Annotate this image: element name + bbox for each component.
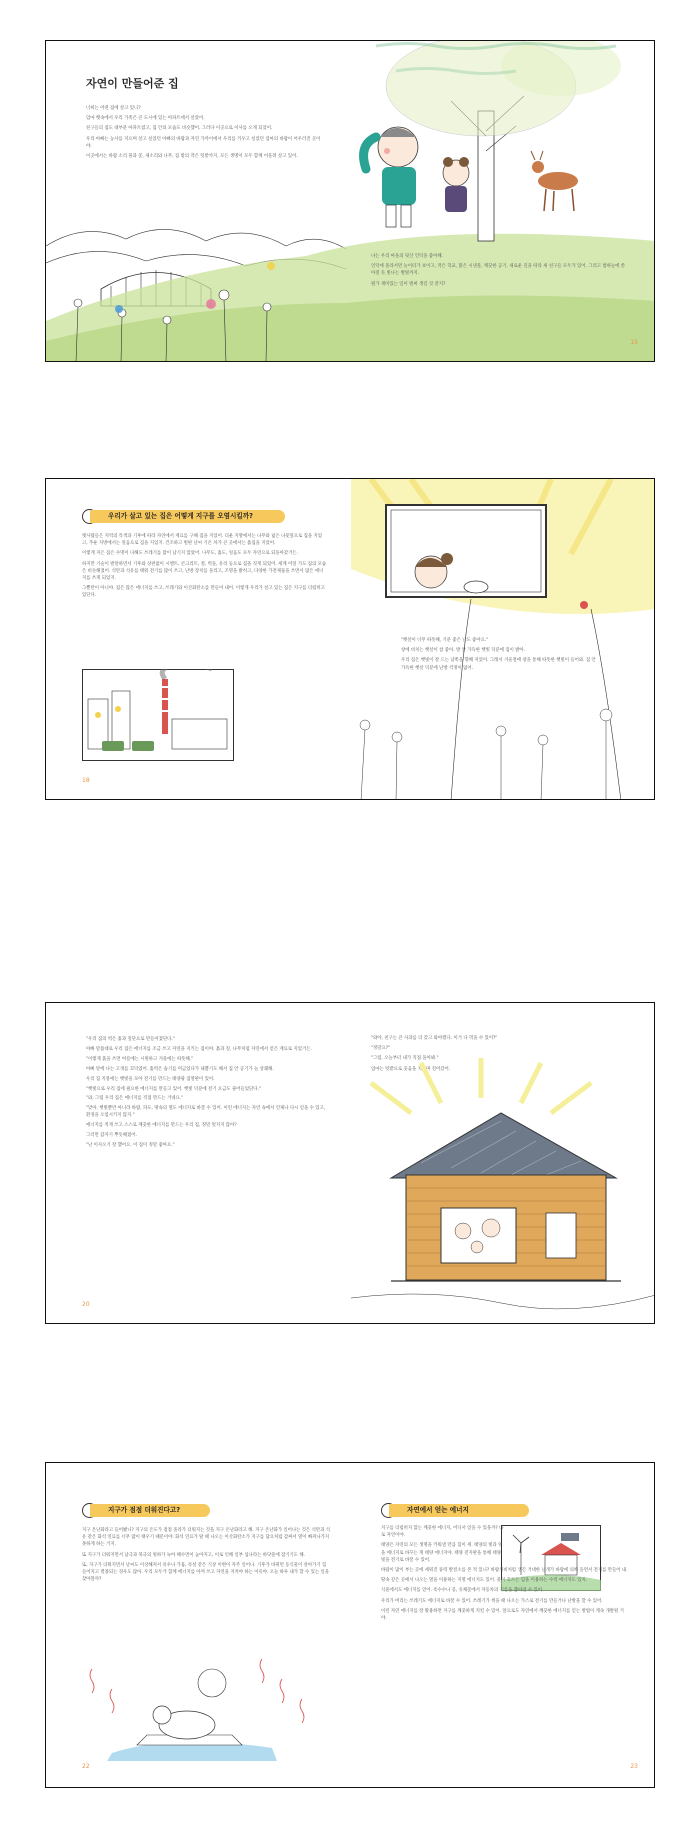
paragraph: "햇살이 너무 따뜻해, 기분 좋은 날도 좋아요." xyxy=(401,638,489,643)
paragraph: 또, 지구가 더워지면서 날씨도 이상해져서 폭우나 가뭄, 폭설 같은 기상 이변이 자주 일어나. 기후가 바뀌면 동식물이 살아가기 힘들어지고 멸종되는 경우도 많아. 우리 모두가 함께 에너지를 아껴 쓰고 자연을 지켜야 하는 이유야. 오늘 하루 내가 할 수 있는 일을 찾아볼까? xyxy=(82,1562,330,1583)
paragraph: "우리 집의 벽은 흙과 짚단으로 만들어졌단다." xyxy=(86,1037,175,1042)
paragraph: 이렇게 지은 집은 수명이 다해도 쓰레기를 많이 남기지 않았어. 나무도, 흙도, 얼음도 모두 자연으로 되돌아갔거든. xyxy=(82,551,298,557)
paragraph: 에너지를 적게 쓰고 스스로 깨끗한 에너지를 만드는 우리 집, 정말 멋지지 않아? xyxy=(86,1123,237,1129)
paragraph: 땅속 깊은 곳에서 나오는 열을 이용하는 지열 에너지도 있어. 물이 흐르는 힘을 이용하는 수력 에너지도 있지. xyxy=(381,1578,588,1584)
page-21 xyxy=(351,1003,655,1323)
paragraph: 창에 비치는 햇살이 참 좋아. 방 안 가득한 햇빛 덕분에 집이 밝아. xyxy=(401,648,526,654)
paragraph: "그럼, 오늘부터 내가 직접 돌아봐." xyxy=(371,1056,439,1062)
question-title-bar: 자연에서 얻는 에너지 xyxy=(389,1504,529,1517)
paragraph: 엄마 뱃속에서 우리 가족은 큰 도시에 있는 아파트에서 살았어. xyxy=(86,116,205,122)
page-number: 23 xyxy=(630,1763,638,1770)
paragraph: 아빠 말씀대로 우리 집은 에너지를 조금 쓰고 자연을 지키는 집이야. 흙과 짚, 나무처럼 자연에서 얻은 재료로 지었거든. xyxy=(86,1046,312,1052)
question-title-bar: 우리가 살고 있는 집은 어떻게 지구를 오염시킬까? xyxy=(90,510,285,523)
family-window xyxy=(441,1208,516,1263)
spread-1 xyxy=(45,40,655,362)
body-text xyxy=(381,1525,629,1625)
body-text xyxy=(371,253,629,291)
paragraph: 그러면 갑자기 뿌듯해졌어. xyxy=(86,1133,137,1139)
paragraph: "난 이사오기 잘 했어요. 이 집이 정말 좋아요." xyxy=(86,1142,175,1148)
body-text xyxy=(86,1037,326,1153)
page-19 xyxy=(351,479,655,799)
paragraph: 언덕에 올라서면 놀이터가 보이고, 작은 학교, 맑은 시냇물, 깨끗한 공기, 새로운 길을 따라 새 친구들 모두가 있어. 그리고 밤하늘에 쏟아질 듯 빛나는 별빛까지. xyxy=(371,264,626,277)
page-number: 20 xyxy=(82,1301,90,1308)
paragraph: 아빠 말에 나는 고개를 끄덕였어. 흙벽은 습기를 머금었다가 내뿜기도 해서 집 안 공기가 늘 상쾌해. xyxy=(86,1066,274,1072)
paragraph: 그뿐만이 아니야. 집은 많은 에너지를 쓰고, 쓰레기와 이산화탄소를 만들어 내어. 이렇게 우리가 살고 있는 집은 지구를 더럽히고 있단다. xyxy=(82,586,325,599)
paragraph: "정말요?" xyxy=(371,1046,391,1052)
paragraph: 옛사람들은 지역의 특색과 기후에 따라 자연에서 재료를 구해 집을 지었어. 더운 지방에서는 나무와 넓은 나뭇잎으로 집을 지었고, 추운 지방에서는 얼음으로 집을 지었지. 건조하고 벌판 날씨 기온 차가 큰 곳에서는 흙집을 지었어. xyxy=(82,534,323,547)
paragraph: 태양은 자연의 모든 생명을 키워낼 만큼 힘이 세. 태양의 빛과 열을 에너지로 바꾸는 게 태양 에너지야. 태양 전지판을 통해 태양 빛을 전기로 바꿀 수 있어. xyxy=(381,1543,503,1563)
page-title: 자연이 만들어준 집 xyxy=(86,77,179,90)
page-15 xyxy=(351,41,655,361)
paragraph: 지구를 더럽히지 않는 깨끗한 에너지, 어디서 얻을 수 있을까? 바로 자연이야. xyxy=(381,1526,504,1539)
spread-2 xyxy=(45,478,655,800)
solar-house-illustration xyxy=(351,1003,655,1323)
paragraph: 뭔가 재미있는 일이 벌써 생길 것 같지? xyxy=(371,281,446,287)
polar-bear-illustration xyxy=(82,1653,322,1761)
page-22 xyxy=(46,1463,351,1787)
paragraph: 이곳에서는 바람 소리 풀과 꽃, 새소리와 나무, 집 밖의 작은 텃밭까지, 모든 생명이 모두 함께 어울려 살고 있어. xyxy=(86,154,298,160)
body-text xyxy=(82,533,327,603)
paragraph: 너희는 어떤 집에 살고 있니? xyxy=(86,106,141,111)
solar-roof xyxy=(391,1113,616,1178)
paragraph: 엄마는 텃밭으로 웃음을 지으며 걸어갔어. xyxy=(371,1066,451,1072)
paragraph: "와아, 친구는 큰 사과를 더 갖고 와야겠다. 이거 다 먹을 수 있어?" xyxy=(371,1036,498,1041)
paragraph: 바람이 많이 부는 곳에 세워진 풍력 발전소를 본 적 있니? 바람개비처럼 생긴 거대한 날개가 바람에 의해 돌면서 전기를 만들어 내. xyxy=(381,1568,628,1574)
factory-illustration xyxy=(82,669,234,761)
paragraph: "이렇게 흙을 쓰면 여름에는 시원하고 겨울에는 따뜻해." xyxy=(86,1056,194,1062)
paragraph: 지구 온난화라고 들어봤니? 지구의 온도가 점점 올라가 더워지는 것을 지구 온난화라고 해. 지구 온난화가 일어나는 것은 석탄과 석유 같은 화석 연료를 너무 많이 태우기 때문이야. 화석 연료가 탈 때 나오는 이산화탄소가 지구를 담요처럼 감싸서 열이 빠져나가지 못하게 하는 거지. xyxy=(82,1528,331,1548)
page-number: 18 xyxy=(82,777,90,784)
body-text xyxy=(82,1527,330,1586)
paragraph: 또 지구가 더워지면서 남극과 북극의 빙하가 녹아 해수면이 높아지고, 이로 인해 일부 섬나라는 바닷물에 잠기기도 해. xyxy=(82,1552,306,1558)
paragraph: 우리 집은 햇빛이 잘 드는 남쪽을 향해 지었어. 그래서 겨울철에 창을 통해 따뜻한 햇빛이 들어와. 집 안 가득한 햇살 덕분에 난방 걱정이 없어. xyxy=(401,658,596,671)
paragraph: 식물에서도 에너지를 얻어. 옥수수나 콩, 유채꽃에서 자동차의 기름을 뽑아낼 수 있어. xyxy=(381,1588,544,1594)
page-18 xyxy=(46,479,351,799)
spread-4 xyxy=(45,1462,655,1788)
page-23 xyxy=(351,1463,655,1787)
paragraph: 나는 우리 마을의 뒷산 언덕을 좋아해. xyxy=(371,254,443,259)
paragraph: "햇빛으로 우리 집에 필요한 에너지를 만들고 있어. 햇빛 덕분에 전기 요금도 줄어들었단다." xyxy=(86,1086,261,1092)
paragraph: "와, 그럼 우리 집은 에너지를 직접 만드는 거네요." xyxy=(86,1096,184,1102)
question-title-bar: 지구가 점점 더워진다고? xyxy=(90,1504,210,1517)
paragraph: 하지만 기술이 발달하면서 기후와 상관없이 시멘트, 콘크리트, 철, 벽돌, 유리 등으로 집을 짓게 되었어. 세계 어딜 가도 집의 모습은 비슷해졌어. 석탄과 석유를 태워 전기를 많이 쓰고, 난방 장치를 돌리고, 조명을 밝히고, 다양한 가전제품을 쓰면서 많은 에너지를 쓰게 되었지. xyxy=(82,561,327,582)
paragraph: 친구들의 집도 대부분 아파트였고, 집 안의 모습도 비슷했어. 그러다 이곳으로 이사를 오게 되었어. xyxy=(86,126,273,132)
body-text xyxy=(401,637,601,675)
paragraph: 우리 집 지붕에는 햇빛을 모아 전기를 만드는 태양광 집열판이 있어. xyxy=(86,1076,215,1082)
sun xyxy=(198,1669,226,1697)
paragraph: 이런 자연 에너지를 잘 활용하면 지구를 깨끗하게 지킬 수 있어. 앞으로도 자연에서 깨끗한 에너지를 얻는 방법이 계속 개발될 거야. xyxy=(381,1608,624,1622)
dog xyxy=(464,581,488,593)
page-number: 15 xyxy=(630,339,638,346)
page-number: 22 xyxy=(82,1763,90,1770)
paragraph: 우리 아빠는 농사를 지으며 살고 싶었던 아빠의 바람과 자연 가까이에서 우리를 키우고 싶었던 엄마의 바람이 어우러진 곳이야. xyxy=(86,136,321,149)
window-frame xyxy=(386,505,546,597)
paragraph: 우리가 버리는 쓰레기도 에너지로 바꿀 수 있어. 쓰레기가 썩을 때 나오는 가스로 전기를 만들거나 난방을 할 수 있어. xyxy=(381,1598,603,1604)
paragraph: "맞아, 햇빛뿐만 아니라 바람, 파도, 땅속의 열도 에너지로 바꿀 수 있어. 이런 에너지는 자연 속에서 언제나 다시 얻을 수 있고, 환경을 오염시키지 않지." xyxy=(86,1106,326,1119)
page-20 xyxy=(46,1003,351,1323)
spread-3 xyxy=(45,1002,655,1324)
